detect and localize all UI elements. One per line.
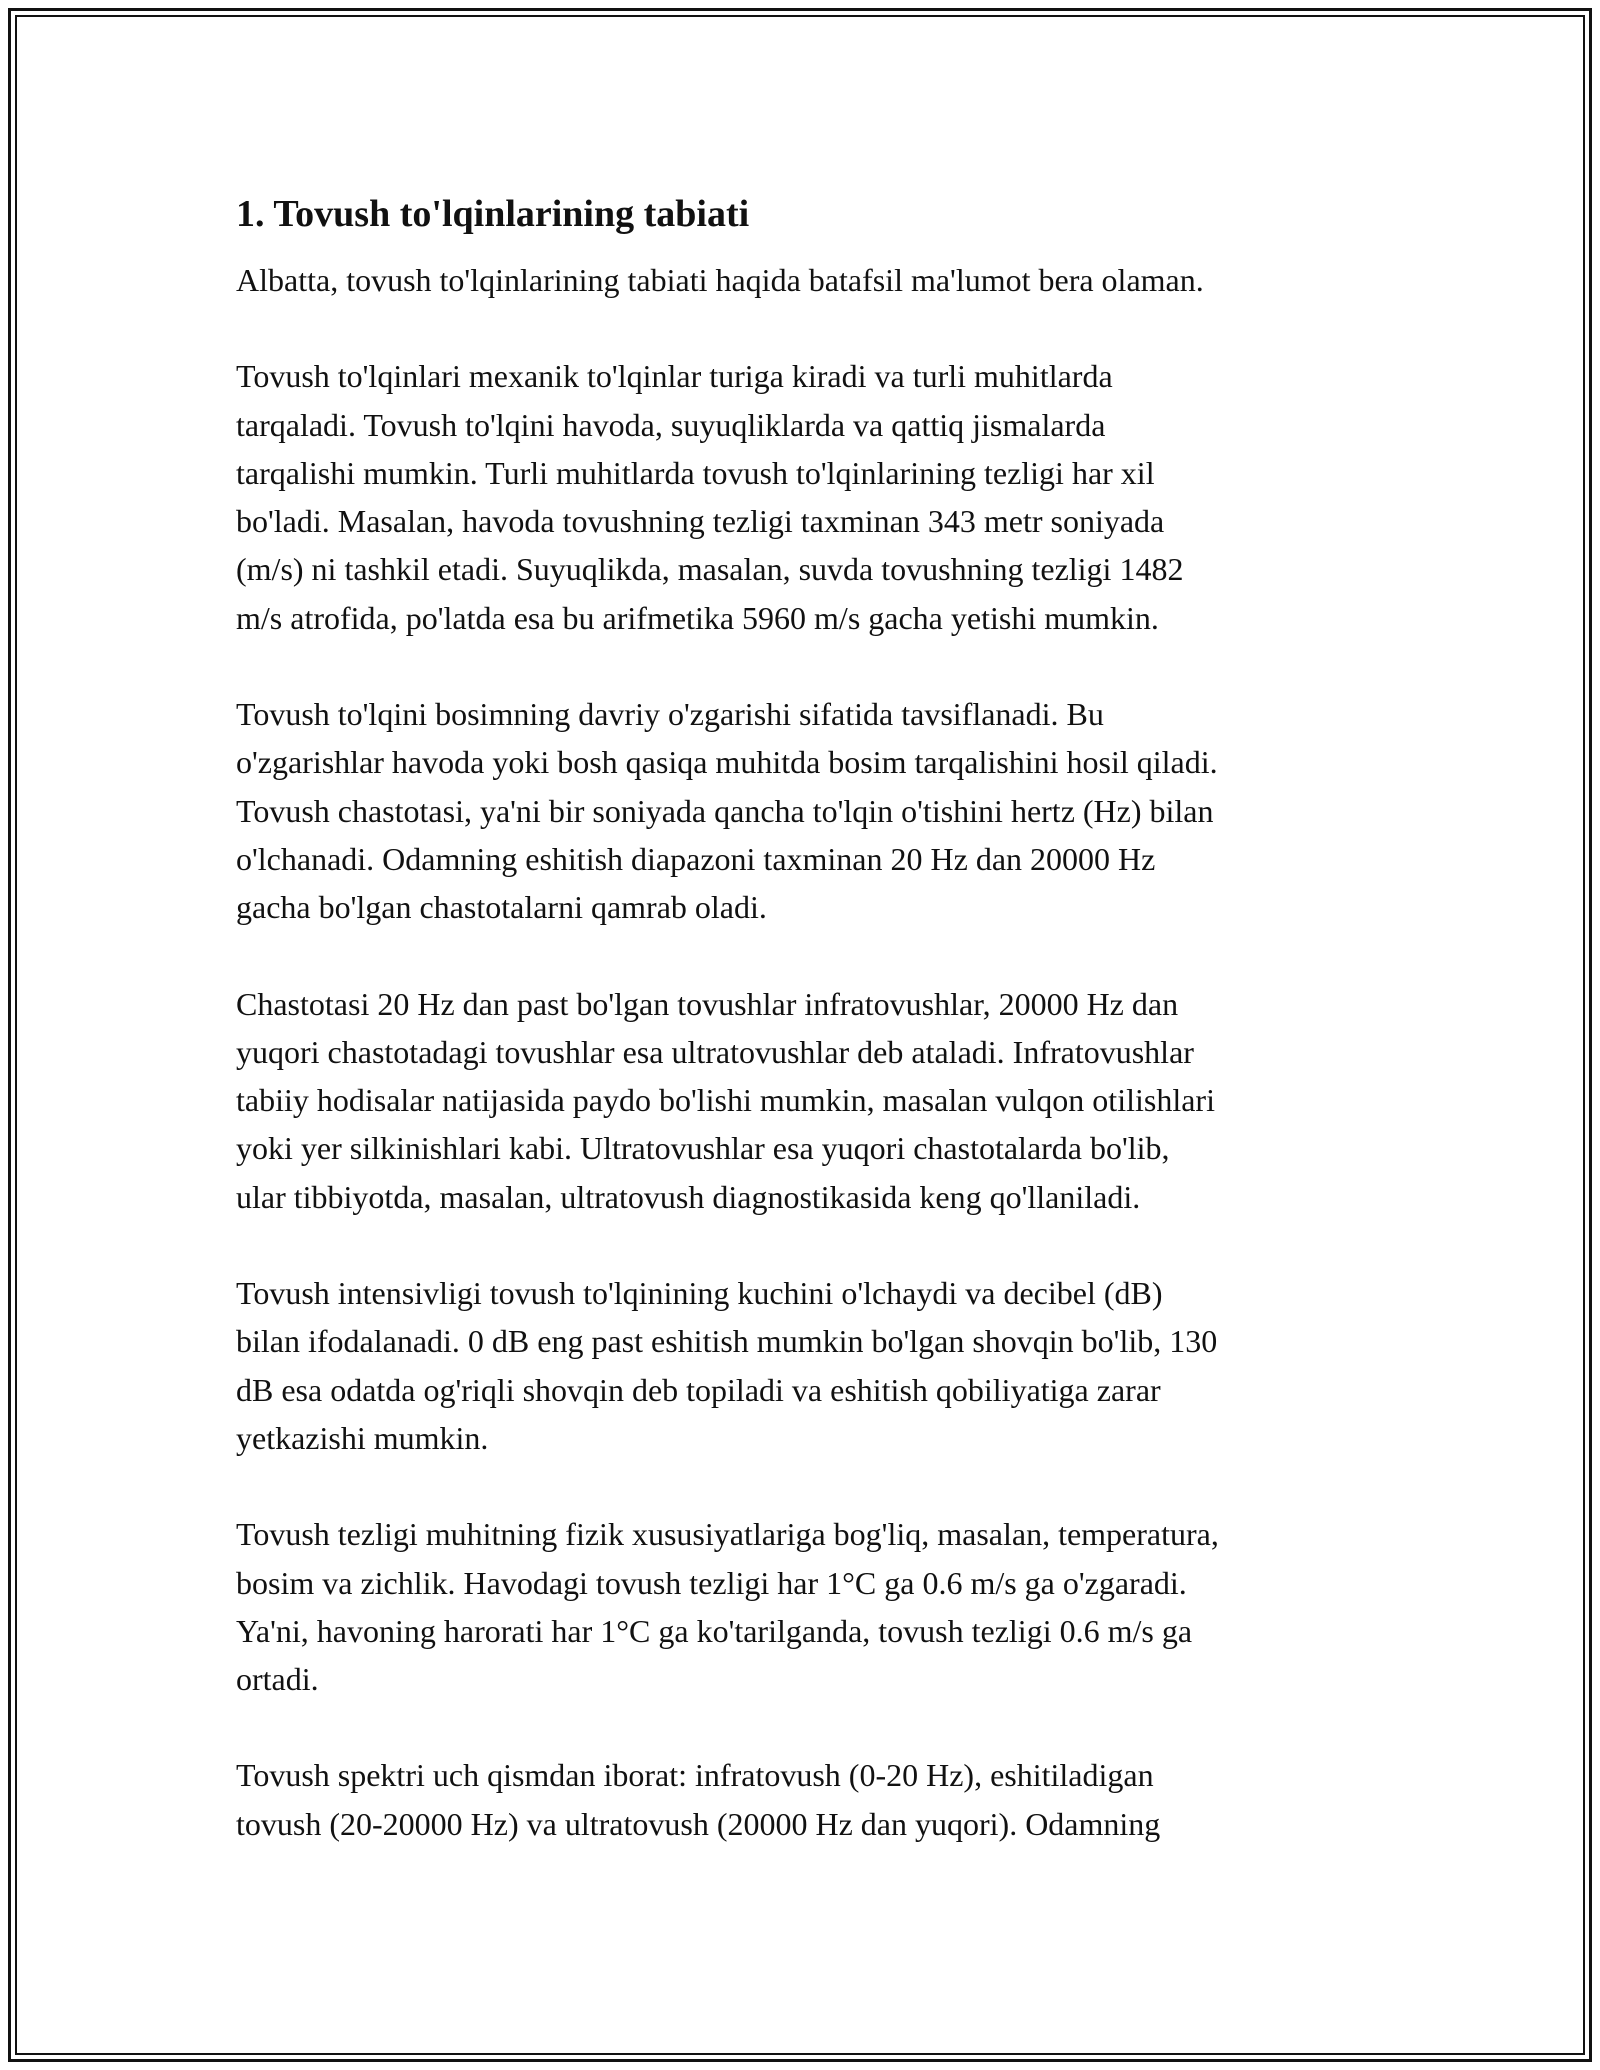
paragraph-speed-temperature: Tovush tezligi muhitning fizik xususiyatlariga bog'liq, masalan, temperatura, bosim va zichlik. Havodagi tovush tezligi har 1°C ga 0.6 m/s ga o'zgaradi. Ya'ni, havoning harorati har 1°C ga ko'tarilganda, tovush tezligi 0.6 m/s ga ortadi. — [236, 1516, 1219, 1698]
paragraph-spectrum: Tovush spektri uch qismdan iborat: infratovush (0-20 Hz), eshitiladigan tovush (20-20000 Hz) va ultratovush (20000 Hz dan yuqori). Odamning — [236, 1757, 1161, 1842]
section-heading: 1. Tovush to'lqinlarining tabiati — [236, 193, 750, 235]
paragraph-sound-waves-media: Tovush to'lqinlari mexanik to'lqinlar turiga kiradi va turli muhitlarda tarqaladi. Tovush to'lqini havoda, suyuqliklarda va qattiq jismalarda tarqalishi mumkin. Turli muhitlarda tovush to'lqinlarining tezligi har xil bo'ladi. Masalan, havoda tovushning tezligi taxminan 343 metr soniyada (m/s) ni tashkil etadi. Suyuqlikda, masalan, suvda tovushning tezligi 1482 m/s atrofida, po'latda esa bu arifmetika 5960 m/s gacha yetishi mumkin. — [236, 358, 1184, 636]
document-body — [236, 186, 1376, 1848]
paragraph-infra-ultrasound: Chastotasi 20 Hz dan past bo'lgan tovushlar infratovushlar, 20000 Hz dan yuqori chastotadagi tovushlar esa ultratovushlar deb ataladi. Infratovushlar tabiiy hodisalar natijasida paydo bo'lishi mumkin, masalan vulqon otilishlari yoki yer silkinishlari kabi. Ultratovushlar esa yuqori chastotalarda bo'lib, ular tibbiyotda, masalan, ultratovush diagnostikasida keng qo'llaniladi. — [236, 985, 1215, 1215]
paragraph-intro: Albatta, tovush to'lqinlarining tabiati haqida batafsil ma'lumot bera olaman. — [236, 262, 1204, 298]
paragraph-intensity: Tovush intensivligi tovush to'lqinining kuchini o'lchaydi va decibel (dB) bilan ifodalanadi. 0 dB eng past eshitish mumkin bo'lgan shovqin bo'lib, 130 dB esa odatda og'riqli shovqin deb topiladi va eshitish qobiliyatiga zarar yetkazishi mumkin. — [236, 1275, 1218, 1456]
paragraph-pressure-frequency: Tovush to'lqini bosimning davriy o'zgarishi sifatida tavsiflanadi. Bu o'zgarishlar havoda yoki bosh qasiqa muhitda bosim tarqalishini hosil qiladi. Tovush chastotasi, ya'ni bir soniyada qancha to'lqin o'tishini hertz (Hz) bilan o'lchanadi. Odamning eshitish diapazoni taxminan 20 Hz dan 20000 Hz gacha bo'lgan chastotalarni qamrab oladi. — [236, 696, 1218, 926]
